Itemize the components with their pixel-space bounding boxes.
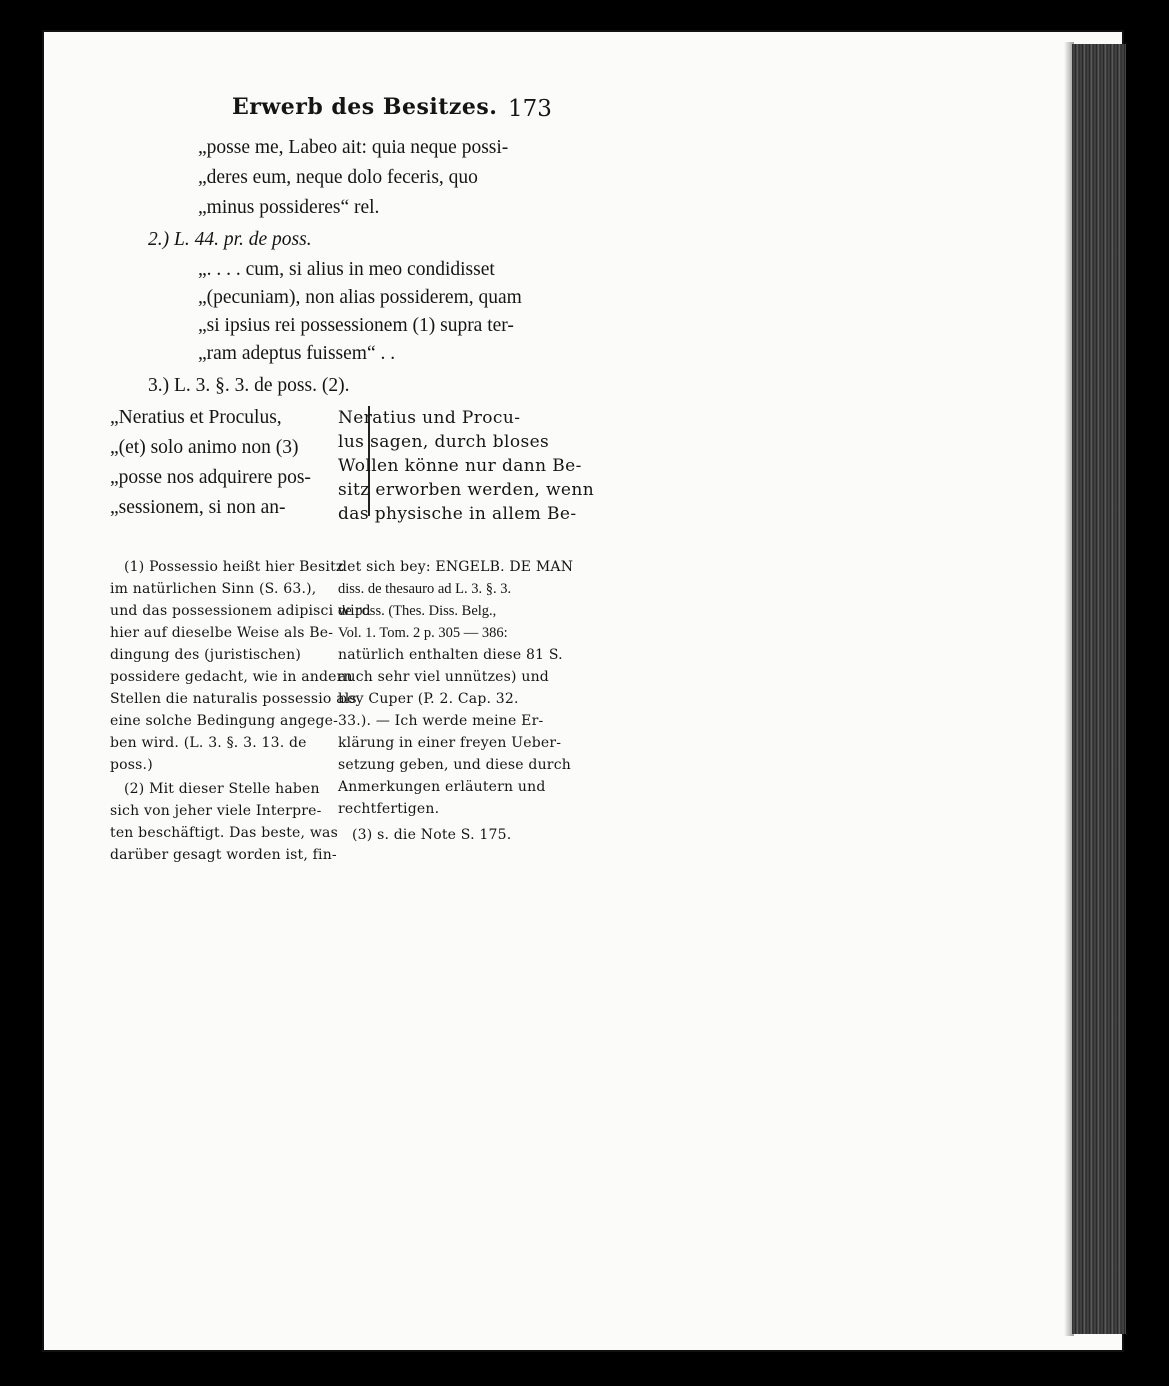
book-page — [42, 30, 1124, 1352]
text-line: „minus possideres“ rel. — [198, 197, 380, 218]
footnote-line: diss. de thesauro ad L. 3. §. 3. — [338, 581, 512, 597]
parallel-german-line: das physische in allem Be- — [338, 504, 577, 524]
footnote-line: (1) Possessio heißt hier Besitz — [124, 559, 344, 575]
footnote-line: auch sehr viel unnützes) und — [338, 669, 549, 685]
text-line: „si ipsius rei possessionem (1) supra ter- — [198, 315, 514, 336]
parallel-latin-line: „Neratius et Proculus, — [110, 407, 282, 428]
footnote-line: klärung in einer freyen Ueber- — [338, 735, 562, 751]
footnote-line: poss.) — [110, 757, 153, 773]
text-line: „(pecuniam), non alias possiderem, quam — [198, 287, 522, 308]
footnote-line: Anmerkungen erläutern und — [338, 779, 546, 795]
footnote-line: ten beschäftigt. Das beste, was — [110, 825, 338, 841]
parallel-german-line: Wollen könne nur dann Be- — [338, 456, 582, 476]
footnote-line: Stellen die naturalis possessio als — [110, 691, 357, 707]
footnote-line: eine solche Bedingung angege- — [110, 713, 339, 729]
book-spine — [1072, 44, 1126, 1334]
citation-line: 2.) L. 44. pr. de poss. — [148, 229, 312, 250]
footnote-line: und das possessionem adipisci wird — [110, 603, 371, 619]
footnote-line: (2) Mit dieser Stelle haben — [124, 781, 320, 797]
footnote-line: rechtfertigen. — [338, 801, 440, 817]
running-title: Erwerb des Besitzes. — [232, 94, 498, 120]
footnote-line: sich von jeher viele Interpre- — [110, 803, 322, 819]
citation-line: 3.) L. 3. §. 3. de poss. (2). — [148, 375, 350, 396]
footnote-line: ben wird. (L. 3. §. 3. 13. de — [110, 735, 307, 751]
footnote-line: darüber gesagt worden ist, fin- — [110, 847, 337, 863]
text-line: „posse me, Labeo ait: quia neque possi- — [198, 137, 509, 158]
parallel-german-line: Neratius und Procu- — [338, 408, 521, 428]
footnote-line: bey Cuper (P. 2. Cap. 32. — [338, 691, 519, 707]
text-line: „. . . . cum, si alius in meo condidisset — [198, 259, 495, 280]
parallel-german-line: lus sagen, durch bloses — [338, 432, 550, 452]
parallel-latin-line: „(et) solo animo non (3) — [110, 437, 299, 458]
footnote-line: possidere gedacht, wie in andern — [110, 669, 353, 685]
footnote-line: setzung geben, und diese durch — [338, 757, 571, 773]
footnote-line: det sich bey: ENGELB. DE MAN — [338, 559, 574, 575]
text-line: „deres eum, neque dolo feceris, quo — [198, 167, 478, 188]
parallel-latin-line: „posse nos adquirere pos- — [110, 467, 311, 488]
page-number: 173 — [508, 96, 552, 122]
footnote-line: (3) s. die Note S. 175. — [352, 827, 512, 843]
footnote-line: natürlich enthalten diese 81 S. — [338, 647, 563, 663]
footnote-line: dingung des (juristischen) — [110, 647, 302, 663]
footnote-line: de poss. (Thes. Diss. Belg., — [338, 603, 497, 619]
parallel-german-line: sitz erworben werden, wenn — [338, 480, 595, 500]
parallel-latin-line: „sessionem, si non an- — [110, 497, 286, 518]
footnote-line: hier auf dieselbe Weise als Be- — [110, 625, 334, 641]
footnote-line: im natürlichen Sinn (S. 63.), — [110, 581, 317, 597]
footnote-line: Vol. 1. Tom. 2 p. 305 — 386: — [338, 625, 508, 641]
text-line: „ram adeptus fuissem“ . . — [198, 343, 396, 364]
footnote-line: 33.). — Ich werde meine Er- — [338, 713, 544, 729]
